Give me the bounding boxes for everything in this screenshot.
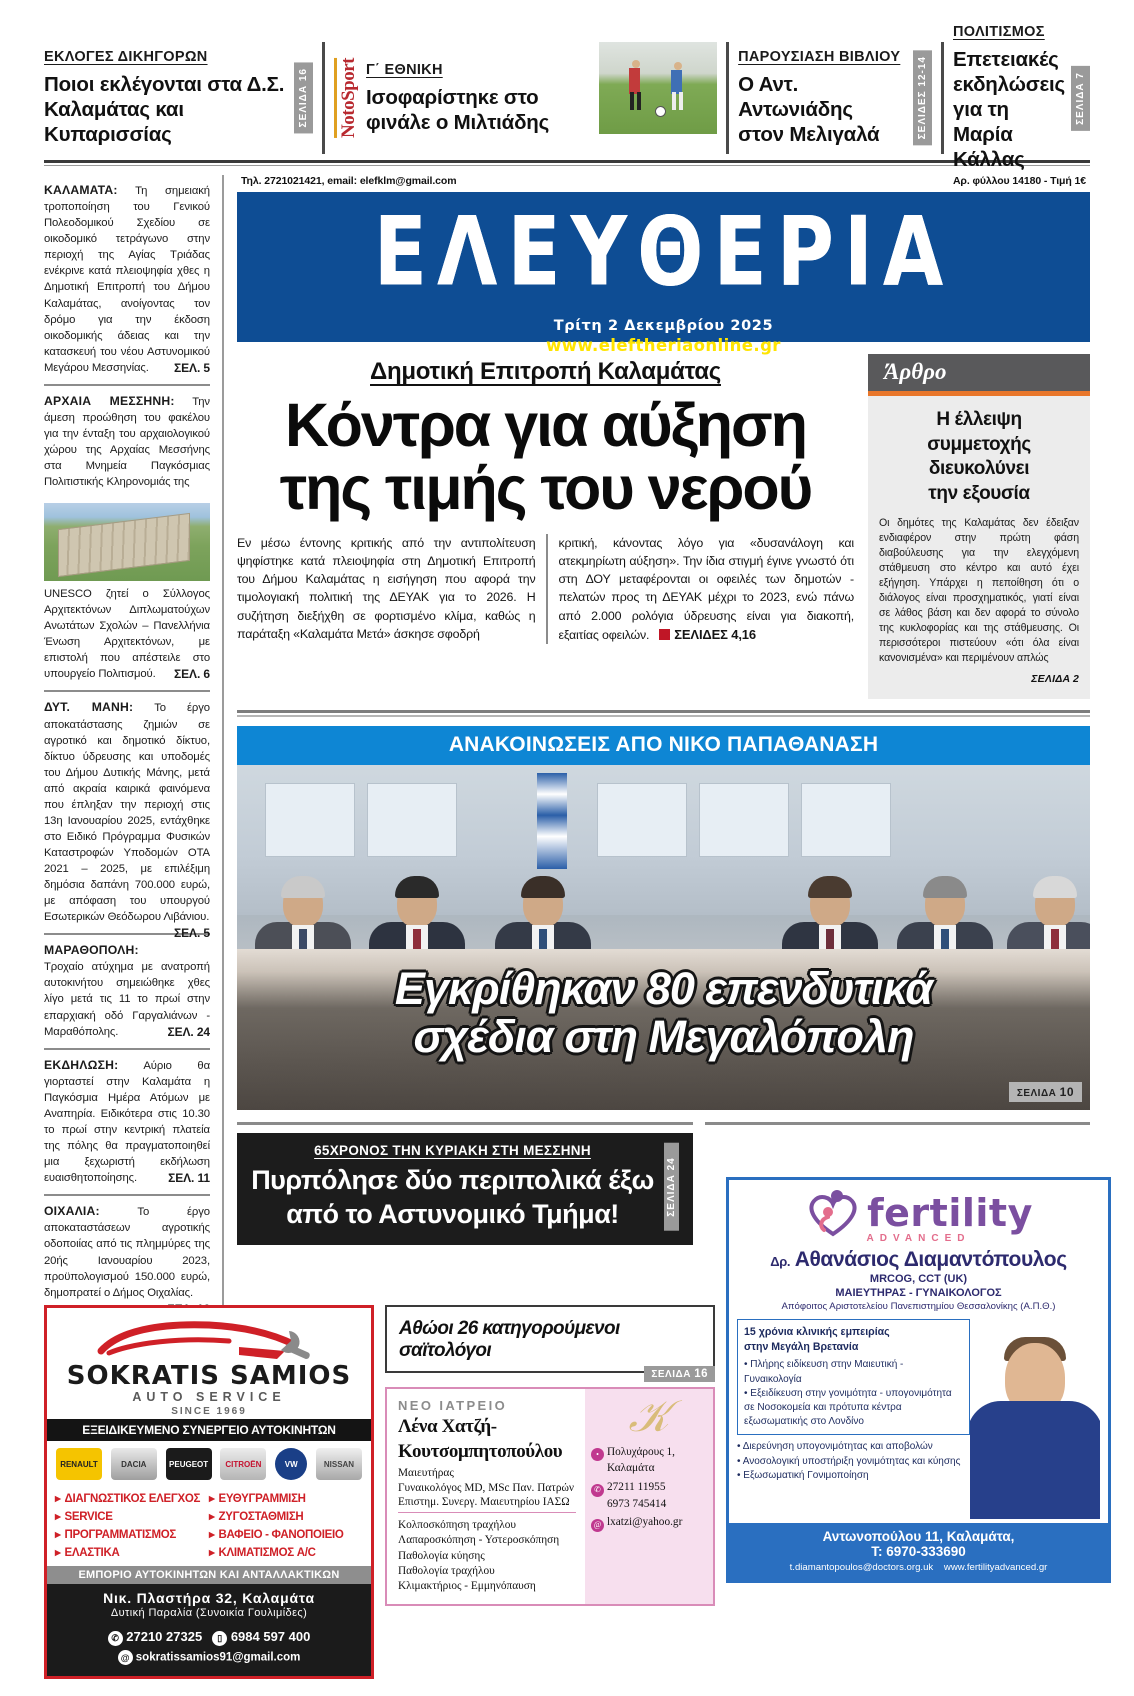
feature-page-label: ΣΕΛΙΔΑ [1016,1088,1057,1100]
teaser-divider [726,42,729,154]
brief-item[interactable] [44,1196,210,1308]
service-item: ▸ ΕΛΑΣΤΙΚΑ [55,1543,209,1561]
section-rule [705,1122,1090,1125]
lead-row [237,354,1090,699]
arthro-title-line-2: συμμετοχής [927,433,1031,455]
feature-title-overlay [237,962,1090,1063]
lead-column-2 [546,534,855,644]
lead-pages: ΣΕΛΙΔΕΣ 4,16 [674,626,756,642]
service-item: ▸ ΕΥΘΥΓΡΑΜΜΙΣΗ [209,1489,363,1507]
email-icon: @ [118,1650,133,1665]
service-item: ▸ ΠΡΟΓΡΑΜΜΑΤΙΣΜΟΣ [55,1525,209,1543]
brief-location: ΔΥΤ. ΜΑΝΗ: [44,700,134,715]
fertility-body [729,1313,1108,1519]
renault-logo-icon: RENAULT [56,1448,102,1480]
samios-address-line-2: Δυτική Παραλία (Συνοικία Γουλιμίδες) [110,1607,308,1619]
header-rule-thick [44,160,1090,163]
fertility-item: Ανοσολογική υποστήριξη γονιμότητας και κύησης [742,1455,961,1467]
arthro-text: Οι δημότες της Καλαμάτας δεν έδειξαν ενδιαφέρον στην πρώτη φάση διαβούλευσης για την ελεγχόμενη στάθμευση στο κέντρο και αυτό έχει εξήγηση. Υπάρχει η πεποίθηση ότι ο διάλογος είναι προσχηματικός, γιατί είναι σε λάθος βάση και δεν αφορά το σύνολο της κυκλοφορίας και της στάθμευσης. Οι περισσότεροι πιστεύουν «ότι όλα είναι κανονισμένα» και περιμένουν απλώς [879,516,1079,665]
lena-services [398,1518,576,1595]
samios-logo-block [47,1308,371,1419]
lena-contact [591,1445,707,1532]
fertility-box-item: Πλήρης ειδίκευση στην Μαιευτική - Γυναικολογία [744,1359,904,1385]
feature-story[interactable] [237,726,1090,1110]
lead-column-1: Εν μέσω έντονης κριτικής από την αντιπολίτευση ψηφίστηκε κατά πλειοψηφία στη Δημοτική Επιτροπή του Δήμου Καλαμάτας η εισήγηση που αφορά την τιμολογιακή πολιτική της ΔΕΥΑΚ για το 2026. Η συζήτηση διεξήχθη σε φορτισμένο κλίμα, καθώς η παράταξη «Καλαμάτα Μετά» άσκησε σφοδρή [237,535,536,641]
car-logo-icon [89,1317,329,1361]
teaser-divider [322,42,325,154]
phone-icon: ✆ [108,1631,123,1646]
brief-page: ΣΕΛ. 11 [168,1171,210,1186]
lead-column-2-text: κριτική, κάνοντας λόγο για «δυσανάλογη και ατεκμηρίωτη αύξηση». Την ίδια στιγμή έγινε γνωστό ότι στη ΔΟΥ μεταφέρονται οι οφειλές των δημοτών - πελατών προς τη ΔΕΥΑΚ μέχρι το 2023, ενώ πάνω από 2.000 ρολόγια ύδρευσης είναι για διακοπή, εξαιτίας οφειλών. [558,535,854,642]
arthro-title-line-4: την εξουσία [928,483,1030,505]
service-item: ▸ ΒΑΦΕΙΟ - ΦΑΝΟΠΟΙΕΙΟ [209,1525,363,1543]
fertility-box-item: Εξειδίκευση στην γονιμότητα - υπογονιμότητα σε Νοσοκομεία και πρότυπα κέντρα εξωσωματικής στο Λονδίνο [744,1387,952,1428]
lena-service-item: Κλιμακτήριος - Εμμηνόπαυση [398,1580,536,1593]
blackbox-page-tag: ΣΕΛΙΔΑ 24 [664,1143,679,1231]
teaser-kicker: ΕΚΛΟΓΕΣ ΔΙΚΗΓΟΡΩΝ [44,49,208,65]
backdrop-poster [367,783,457,857]
lena-role-3: Επιστημ. Συνεργ. Μαιευτηρίου ΙΑΣΩ [398,1495,570,1508]
lena-service-item: Παθολογία κύησης [398,1549,485,1562]
fertility-doctor-name [729,1248,1108,1272]
arthro-title-line-1: Η έλλειψη [936,409,1022,430]
brief-page: ΣΕΛ. 5 [174,360,210,375]
fertility-highlight-box: 15 χρόνια κλινικής εμπειρίας στην Μεγάλη Βρετανία • Πλήρης ειδίκευση στην Μαιευτική - Γυναικολογία • Εξειδίκευση στην γονιμότητα - υπογονιμότητα σε Νοσοκομεία και πρότυπα κέντρα εξωσωματικής στο Λονδίνο [737,1319,970,1435]
peugeot-logo-icon: PEUGEOT [166,1448,212,1480]
backdrop-poster [597,783,687,857]
samios-services [47,1487,371,1566]
fertility-box-title-2: στην Μεγάλη Βρετανία [744,1341,859,1354]
masthead [237,192,1090,355]
dacia-logo-icon: DACIA [111,1448,157,1480]
vw-logo-icon: VW [275,1448,307,1480]
lena-name-line-2: Κουτσομπητοπούλου [398,1440,563,1462]
fertility-address: Αντωνοπούλου 11, Καλαμάτα, [822,1529,1015,1545]
main-column [224,175,1090,1318]
backdrop-poster [699,783,789,857]
contact-info: Τηλ. 2721021421, email: elefklm@gmail.com [241,175,457,187]
fertility-website[interactable]: www.fertilityadvanced.gr [943,1562,1048,1574]
feature-banner: ΑΝΑΚΟΙΝΩΣΕΙΣ ΑΠΟ ΝΙΚΟ ΠΑΠΑΘΑΝΑΣΗ [237,726,1090,765]
teaser-line-1: Ισοφαρίστηκε στο [366,85,539,109]
fertility-wordmark: fertility [867,1191,1033,1235]
brief-location: ΕΚΔΗΛΩΣΗ: [44,1057,119,1072]
credential-3: Απόφοιτος Αριστοτελείου Πανεπιστημίου Θεσσαλονίκης (Α.Π.Θ.) [781,1300,1056,1312]
samios-phone-2[interactable]: 6984 597 400 [230,1629,311,1644]
lena-role-2: Γυναικολόγος MD, MSc Παν. Πατρών [398,1481,574,1494]
teaser-page-tag: ΣΕΛΙΔΑ 16 [294,62,313,133]
athooi-title: Αθώοι 26 κατηγορούμενοι σαϊτολόγοι [399,1318,620,1361]
fertility-item: Εξωσωματική Γονιμοποίηση [743,1469,869,1481]
backdrop-poster [265,783,355,857]
blackbox-kicker: 65ΧΡΟΝΟΣ ΤΗΝ ΚΥΡΙΑΚΗ ΣΤΗ ΜΕΣΣΗΝΗ [314,1143,591,1159]
samios-subtitle: AUTO SERVICE [132,1390,286,1404]
briefs-column [44,175,224,1318]
brief-page: ΣΕΛ. 5 [174,926,210,941]
teaser-football[interactable] [334,42,599,154]
teaser-culture[interactable] [953,24,1090,171]
teaser-page-tag: ΣΕΛΙΔΑ 7 [1071,66,1090,131]
brief-location: ΜΑΡΑΘΟΠΟΛΗ: [44,943,139,958]
brief-text: Την άμεση προώθηση του φακέλου για την ένταξη του αρχαιολογικού χώρου της Αρχαίας Μεσσήνης στα Μνημεία Παγκόσμιας Πολιτιστικής Κληρονομιάς της [44,395,210,489]
service-item: ▸ ΚΛΙΜΑΤΙΣΜΟΣ A/C [209,1543,363,1561]
lena-service-item: Κολποσκόπηση τραχήλου [398,1518,516,1531]
teaser-line-1: Επετειακές εκδηλώσεις [953,48,1066,96]
arthro-body [868,396,1090,699]
feature-rules [237,710,1090,717]
credential-1: MRCOG, CCT (UK) [869,1273,968,1285]
fertility-footer [729,1523,1108,1580]
feature-page-number: 10 [1059,1085,1074,1100]
notosport-logo: NotoSport [334,58,360,138]
header-rule-thin [44,165,1090,166]
lena-monogram-icon: 𝒦 [628,1392,670,1441]
masthead-meta [237,175,1090,192]
service-item: ▸ ΖΥΓΟΣΤΑΘΜΙΣΗ [209,1507,363,1525]
lead-headline-line-1: Κόντρα για αύξηση [285,391,806,459]
brief-text: Το έργο αποκατάστασης ζημιών σε αγροτικό και δημοτικό δίκτυο, δίκτυο ύδρευσης και υποδομές του Δήμου Δυτικής Μάνης, μετά από ακραία καιρικά φαινόμενα που έπληξαν την περιοχή στις 13η Ιανουαρίου 2025, εντάχθηκε στο Ειδικό Πρόγραμμα Φυσικών Καταστροφών Υποδομών ΟΤΑ 2021 – 2025, με επιλέξιμη δημόσια δαπάνη 700.000 ευρώ, με απόφαση του υπουργού Εσωτερικών Θεόδωρου Λιβάνιου. [44,702,210,924]
arthro-title [879,408,1079,507]
teaser-kicker: ΠΟΛΙΤΙΣΜΟΣ [953,24,1045,40]
arthro-box[interactable] [868,354,1090,699]
fertility-box-title-1: 15 χρόνια κλινικής εμπειρίας [744,1326,890,1339]
samios-services-right [209,1489,363,1561]
middle-ad-column [385,1305,715,1606]
lena-service-item: Παθολογία τραχήλου [398,1565,495,1578]
fertility-logo [729,1180,1108,1239]
samios-specialty-bar: ΕΞΕΙΔΙΚΕΥΜΕΝΟ ΣΥΝΕΡΓΕΙΟ ΑΥΤΟΚΙΝΗΤΩΝ [47,1419,371,1441]
ad-sokratis-samios[interactable] [44,1305,374,1679]
athooi-page-number: 16 [694,1368,708,1380]
teaser-divider [941,42,944,154]
lead-headline [237,391,854,522]
teaser-line-2: για τη Μαρία Κάλλας [953,98,1025,171]
newspaper-front-page [0,24,1134,1696]
lead-headline-line-2: της τιμής του νερού [279,453,812,522]
masthead-url[interactable]: www.eleftheriaonline.gr [546,336,781,355]
lena-role-1: Μαιευτήρας [398,1467,454,1480]
fertility-email[interactable]: t.diamantopoulos@doctors.org.uk [789,1562,934,1574]
doctor-prefix: Δρ. [770,1254,791,1269]
content-grid [44,175,1090,1318]
lena-info [387,1389,585,1604]
arthro-title-line-3: διευκολύνει [928,458,1030,480]
feature-photo [237,765,1090,1110]
samios-email[interactable]: sokratissamios91@gmail.com [135,1651,301,1664]
backdrop-poster [801,783,891,857]
brief-text: UNESCO ζητεί ο Σύλλογος Αρχιτεκτόνων Διπλωματούχων Ανωτάτων Σχολών – Πανελλήνια Ένωση Αρχιτεκτόνων, με επιστολή που απέστειλε στο υπουργείο Πολιτισμού. [44,588,210,681]
teaser-line-1: Ο Αντ. Αντωνιάδης [738,73,853,121]
athooi-page-label: ΣΕΛΙΔΑ [651,1369,691,1380]
arthro-page: ΣΕΛΙΔΑ 2 [1031,673,1079,686]
brief-item[interactable] [44,386,210,498]
brief-location: ΚΑΛΑΜΑΤΑ: [44,183,118,197]
police-cars-story[interactable] [237,1133,693,1245]
samios-name: SOKRATIS SAMIOS [66,1361,352,1391]
brief-text: Τη σημειακή τροποποίηση του Γενικού Πολεοδομικού Σχεδίου σε οικοδομικό τετράγωνο στην περιοχή της Αγίας Τριάδας ενέκρινε κατά πλειοψηφία χθες η Δημοτική Επιτροπή του Δήμου Καλαμάτας, ανοίγοντας τον δρόμο για την έκδοση οικοδομικής άδειας και την κατασκευή του νέου Αστυνομικού Μεγάρου Μεσσηνίας. [44,185,210,374]
teaser-book[interactable] [738,42,932,154]
ad-lena-chatzi[interactable] [385,1387,715,1606]
teaser-elections[interactable] [44,42,313,154]
samios-trade-bar: ΕΜΠΟΡΙΟ ΑΥΤΟΚΙΝΗΤΩΝ ΚΑΙ ΑΝΤΑΛΛΑΚΤΙΚΩΝ [47,1566,371,1584]
lena-name-line-1: Λένα Χατζή- [398,1416,497,1437]
section-rule [237,1122,693,1125]
brief-photo-ancient-messene [44,503,210,581]
brief-text: Τροχαίο ατύχημα με ανατροπή αυτοκινήτου σημειώθηκε χθες λίγο μετά τις 11 το πρωί στην επαρχιακή οδό Γαργαλιάνων - Μαραθόπολης. [44,961,210,1038]
fertility-text: 15 χρόνια κλινικής εμπειρίας στην Μεγάλη Βρετανία • Πλήρης ειδίκευση στην Μαιευτική - Γυναικολογία • Εξειδίκευση στην γονιμότητα - υπογονιμότητα σε Νοσοκομεία και πρότυπα κέντρα εξωσωματικής στο Λονδίνο • Διερεύνηση υπογονιμότητας και αποβολών • Ανοσολογική υποστήριξη γονιμότητας και κύησης • Εξωσωματική Γονιμοποίηση [737,1319,970,1519]
mobile-icon: ▯ [212,1631,227,1646]
teaser-line-2: Καλαμάτας και Κυπαρισσίας [44,98,184,146]
teaser-line-1: Ποιοι εκλέγονται στα Δ.Σ. [44,73,285,96]
brief-page: ΣΕΛ. 6 [174,667,210,682]
lena-contact-panel [585,1389,713,1604]
arthro-header: Άρθρο [868,354,1090,391]
samios-address [47,1584,371,1627]
lead-body [237,534,854,644]
blackbox-column [237,1122,705,1245]
phone-icon: ✆ [591,1484,604,1497]
teaser-line-2: φινάλε ο Μιλτιάδης [366,110,550,134]
brief-item[interactable] [44,584,210,690]
samios-address-line-1: Νικ. Πλαστήρα 32, Καλαμάτα [103,1590,315,1606]
ad-fertility-advanced[interactable] [726,1177,1111,1583]
fertility-item: Διερεύνηση υπογονιμότητας και αποβολών [742,1441,933,1453]
samios-phone-1[interactable]: 27210 27325 [126,1629,203,1644]
lena-address-1: Πολυχάρους 1, [607,1445,676,1458]
brief-text: Το έργο αποκαταστάσεων αγροτικής οδοποιίας από τις πλημμύρες της 20ής Ιανουαρίου 2023, προϋπολογισμού 150.000 ευρώ, δημοπρατεί ο Δήμος Οιχαλίας. [44,1206,210,1299]
lena-roles [398,1466,576,1513]
teaser-line-2: στον Μελιγαλά [738,123,880,146]
brief-location: ΟΙΧΑΛΙΑ: [44,1204,100,1219]
lena-email[interactable]: lxatzi@yahoo.gr [607,1516,683,1529]
top-teaser-bar [44,24,1090,171]
credential-2: ΜΑΙΕΥΤΗΡΑΣ - ΓΥΝΑΙΚΟΛΟΓΟΣ [835,1287,1002,1300]
lena-service-item: Λαπαροσκόπηση - Υστεροσκόπηση [398,1534,560,1547]
brief-item[interactable] [44,1050,210,1195]
doctor-full-name: Αθανάσιος Διαμαντόπουλος [794,1248,1067,1271]
feature-page-tag [1009,1082,1082,1102]
fertility-phone[interactable]: T: 6970-333690 [871,1544,966,1560]
feature-title-line-1: Εγκρίθηκαν 80 επενδυτικά [394,962,933,1014]
teaser-football-photo [599,42,717,134]
brief-location: ΑΡΧΑΙΑ ΜΕΣΣΗΝΗ: [44,393,175,408]
samios-since: SINCE 1969 [171,1406,247,1417]
greek-flag [537,773,567,869]
page-marker-icon [659,629,670,640]
doctor-scrubs [970,1401,1100,1519]
brief-page: ΣΕΛ. 24 [167,1024,210,1039]
fertility-tagline: ADVANCED [866,1233,971,1244]
service-item: ▸ SERVICE [55,1507,209,1525]
lena-phone-2[interactable]: 6973 745414 [607,1497,667,1510]
service-item: ▸ ΔΙΑΓΝΩΣΤΙΚΟΣ ΕΛΕΓΧΟΣ [55,1489,209,1507]
teaser-kicker: Γ΄ ΕΘΝΙΚΗ [366,61,443,78]
samios-brand-logos [47,1441,371,1487]
lena-new-clinic-label: ΝΕΟ ΙΑΤΡΕΙΟ [398,1398,508,1413]
teaser-kicker: ΠΑΡΟΥΣΙΑΣΗ ΒΙΒΛΙΟΥ [738,49,901,65]
citroen-logo-icon: CITROËN [220,1448,266,1480]
location-pin-icon: • [591,1448,604,1461]
fertility-heart-icon [804,1188,862,1238]
email-icon: @ [591,1519,604,1532]
brief-item[interactable] [44,175,210,384]
samios-services-left [55,1489,209,1561]
lead-story[interactable] [237,354,868,699]
samios-contact [47,1627,371,1676]
blackbox-title-line-2: από το Αστυνομικό Τμήμα! [286,1198,619,1229]
ruins-shape [58,513,190,577]
brief-item[interactable] [44,935,210,1047]
athooi-story[interactable] [385,1305,715,1380]
feature-title-line-2: σχέδια στη Μεγαλόπολη [413,1011,914,1063]
teaser-page-tag: ΣΕΛΙΔΕΣ 12-14 [913,50,932,145]
fertility-doctor-photo [970,1319,1100,1519]
blackbox-title-line-1: Πυρπόλησε δύο περιπολικά έξω [251,1165,654,1196]
lena-phone-1[interactable]: 27211 11955 [607,1480,666,1493]
nissan-logo-icon: NISSAN [316,1448,362,1480]
athooi-page-tag [644,1366,715,1382]
masthead-logo: ΕΛΕΥΘΕΡΙΑ [373,198,954,308]
masthead-date: Τρίτη 2 Δεκεμβρίου 2025 [553,318,774,334]
lead-kicker: Δημοτική Επιτροπή Καλαμάτας [370,358,721,385]
brief-text: Αύριο θα γιορταστεί στην Καλαμάτα η Παγκόσμια Ημέρα Ατόμων με Αναπηρία. Ειδικότερα στις 10.30 το πρωί στην κεντρική πλατεία της πόλης θα πραγματοποιηθεί μια ξεχωριστή εκδήλωση ευαισθητοποίησης. [44,1059,210,1185]
fertility-credentials [729,1272,1108,1313]
issue-info: Αρ. φύλλου 14180 - Τιμή 1€ [952,175,1086,187]
brief-item[interactable] [44,692,210,941]
lena-address-2: Καλαμάτα [607,1462,655,1475]
